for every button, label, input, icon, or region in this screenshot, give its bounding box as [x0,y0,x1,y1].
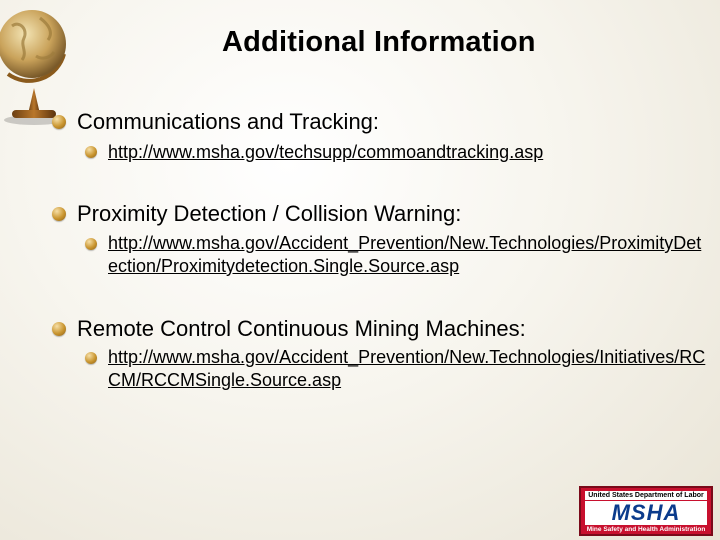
bullet-icon [52,207,66,221]
msha-logo [579,486,713,536]
link-communications-tracking[interactable]: http://www.msha.gov/techsupp/commoandtracking.asp [108,142,544,162]
bullet-icon [85,146,97,158]
section-heading-proximity: Proximity Detection / Collision Warning: [77,201,462,226]
bullet-icon [85,352,97,364]
link-remote-control[interactable]: http://www.msha.gov/Accident_Prevention/New.Technologies/Initiatives/RCCM/RCCMSingle.Source.asp [108,347,706,390]
link-proximity-detection[interactable]: http://www.msha.gov/Accident_Prevention/New.Technologies/ProximityDetection/Proximitydetection.Single.Source.asp [108,233,702,276]
logo-name: MSHA [585,501,707,525]
section-heading-remote-control: Remote Control Continuous Mining Machines: [77,316,526,341]
logo-department-text: United States Department of Labor [585,491,707,500]
bullet-icon [52,322,66,336]
bullet-icon [85,238,97,250]
logo-agency-text: Mine Safety and Health Administration [586,526,706,533]
bullet-icon [52,115,66,129]
globe-icon [0,0,74,126]
section-heading-communications: Communications and Tracking: [77,109,380,134]
slide-title: Additional Information [222,26,536,58]
